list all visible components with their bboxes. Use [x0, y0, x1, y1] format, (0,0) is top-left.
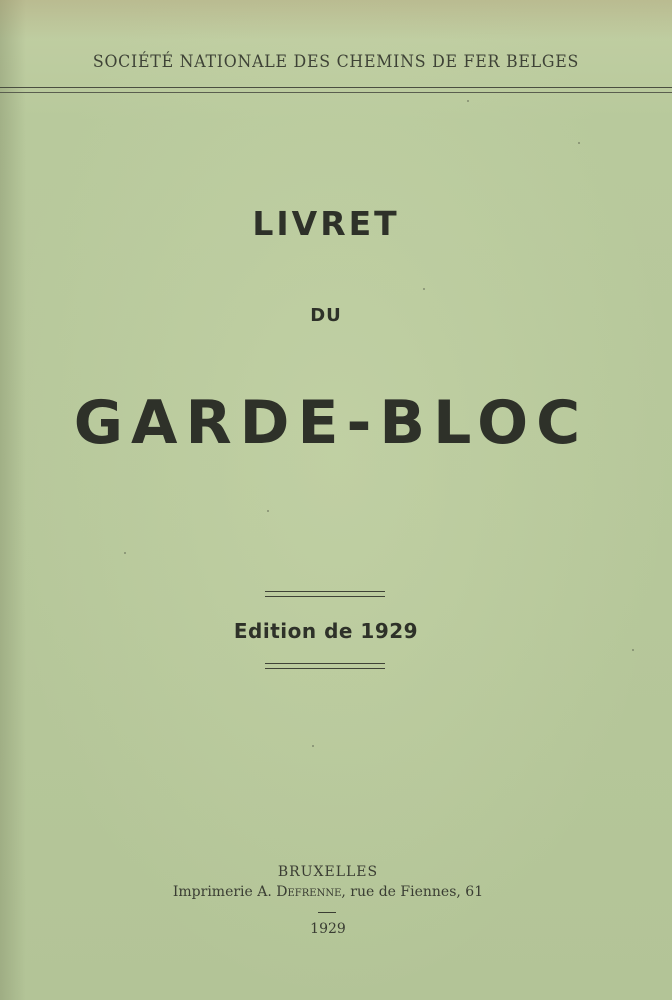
printer-address: , rue de Fiennes, 61 — [341, 884, 484, 900]
title-main: GARDE-BLOC — [73, 388, 589, 458]
paper-speck — [312, 745, 314, 747]
header-rule — [0, 87, 672, 88]
imprint-separator — [318, 912, 336, 913]
organization-header: SOCIÉTÉ NATIONALE DES CHEMINS DE FER BELGES — [92, 52, 580, 72]
paper-speck — [632, 649, 634, 651]
edition-label: Edition de 1929 — [233, 619, 419, 643]
printer-name: Defrenne — [276, 884, 342, 900]
header-rule-secondary — [0, 92, 672, 93]
imprint-year: 1929 — [310, 921, 346, 937]
title-line-livret: LIVRET — [252, 204, 400, 243]
paper-speck — [578, 142, 580, 144]
paper-speck — [124, 552, 126, 554]
imprint-city: BRUXELLES — [277, 864, 379, 880]
edition-rule-top — [265, 591, 385, 597]
imprint-printer — [0, 884, 656, 900]
title-line-du: DU — [310, 305, 342, 326]
edition-rule-bottom — [265, 663, 385, 669]
paper-speck — [423, 288, 425, 290]
paper-speck — [267, 510, 269, 512]
paper-speck — [467, 100, 469, 102]
printer-prefix: Imprimerie A. — [172, 884, 277, 900]
